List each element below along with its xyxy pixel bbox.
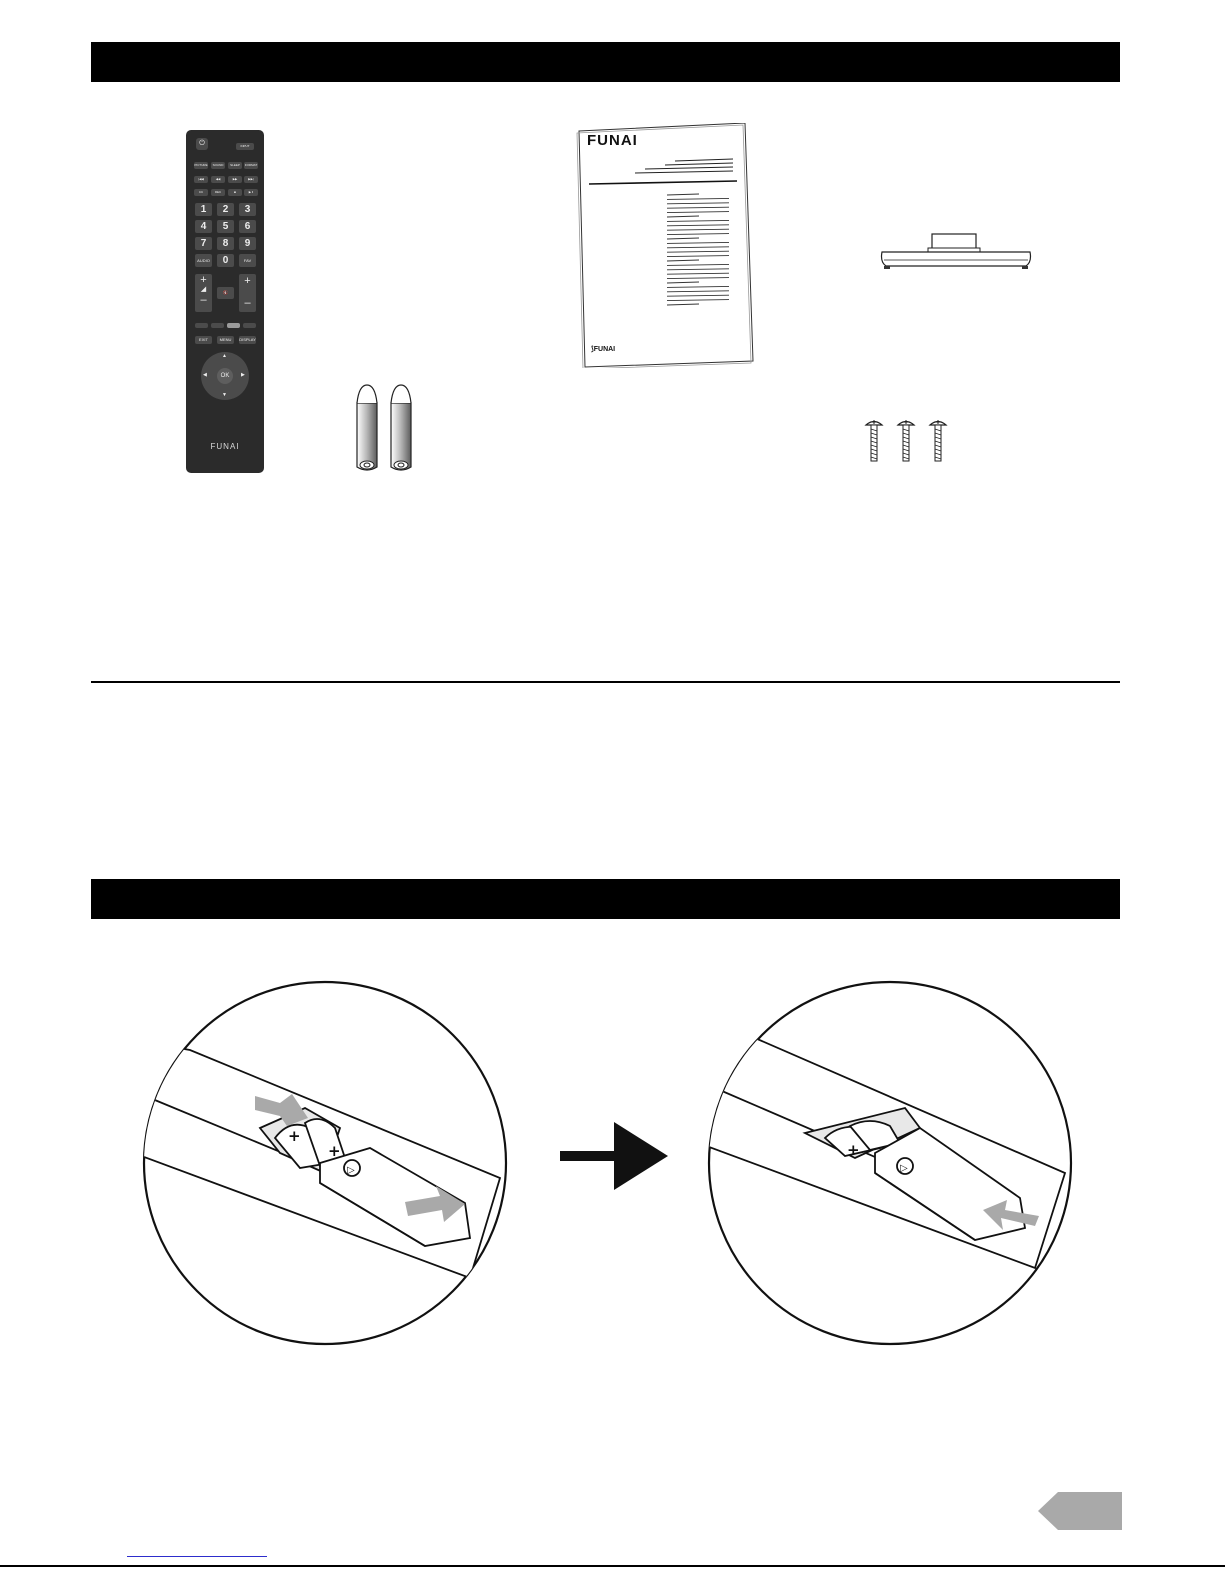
triangle-icon: ▷ bbox=[347, 1165, 355, 1176]
plus-icon: + bbox=[847, 1141, 860, 1159]
section-header-bar-accessories bbox=[91, 42, 1120, 82]
screw-icon bbox=[930, 420, 946, 461]
remote-button: PICTURE bbox=[194, 163, 208, 167]
battery-icon bbox=[391, 385, 411, 470]
color-button-yellow bbox=[227, 323, 240, 328]
menu-button: MENU bbox=[217, 336, 234, 344]
ok-button: OK bbox=[217, 368, 233, 384]
arrow-left-icon: ◀ bbox=[203, 372, 207, 378]
remote-button: CC bbox=[194, 189, 208, 196]
battery-insertion-step-2 bbox=[705, 978, 1075, 1348]
arrow-down-icon: ▼ bbox=[222, 392, 227, 398]
digit-button-3: 3 bbox=[239, 203, 256, 216]
remote-button: ▶▶| bbox=[244, 176, 258, 183]
next-step-arrow-icon bbox=[558, 1120, 670, 1192]
battery-insertion-step-1 bbox=[140, 978, 510, 1348]
remote-button: REC bbox=[211, 189, 225, 196]
volume-icon: ◢ bbox=[200, 286, 207, 293]
color-button-blue bbox=[243, 323, 256, 328]
display-button: DISPLAY bbox=[239, 337, 256, 342]
owners-manual-illustration bbox=[575, 123, 755, 368]
digit-button-2: 2 bbox=[217, 203, 234, 216]
minus-icon: – bbox=[244, 297, 251, 309]
digit-button-7: 7 bbox=[195, 237, 212, 250]
plus-icon: + bbox=[328, 1142, 341, 1160]
section-header-bar-battery bbox=[91, 879, 1120, 919]
remote-button: ▶ ‖ bbox=[244, 189, 258, 196]
funai-logo-icon: ⟆ bbox=[591, 346, 594, 353]
section-divider bbox=[91, 681, 1120, 683]
remote-control-illustration bbox=[186, 130, 264, 473]
battery-icon bbox=[357, 385, 377, 470]
exit-button: EXIT bbox=[195, 336, 212, 344]
screw-icon bbox=[866, 420, 882, 461]
remote-button: ▶▶ bbox=[228, 176, 242, 183]
manual-brand-logo: FUNAI bbox=[587, 132, 638, 149]
remote-button: |◀◀ bbox=[194, 176, 208, 183]
remote-brand-logo: FUNAI bbox=[210, 442, 240, 451]
triangle-icon: ▷ bbox=[900, 1163, 908, 1174]
input-button-label: INPUT bbox=[236, 143, 254, 150]
volume-rocker bbox=[195, 274, 212, 312]
screws-illustration bbox=[862, 419, 954, 467]
plus-icon: + bbox=[288, 1127, 301, 1145]
digit-button-0: 0 bbox=[217, 254, 234, 267]
screw-icon bbox=[898, 420, 914, 461]
remote-button: FORMAT bbox=[244, 163, 258, 167]
digit-button-4: 4 bbox=[195, 220, 212, 233]
manual-page-graphic bbox=[575, 123, 755, 368]
page-number-tab bbox=[1038, 1492, 1122, 1530]
fav-button: FAV bbox=[239, 254, 256, 267]
color-button-green bbox=[211, 323, 224, 328]
mute-icon: 🔇 bbox=[217, 287, 234, 299]
remote-button: ◀◀ bbox=[211, 176, 225, 183]
remote-button: SOUND bbox=[212, 163, 224, 167]
tv-stand-illustration bbox=[876, 232, 1036, 274]
color-button-red bbox=[195, 323, 208, 328]
minus-icon: – bbox=[200, 294, 207, 306]
remote-button: ■ bbox=[228, 189, 242, 196]
digit-button-9: 9 bbox=[239, 237, 256, 250]
digit-button-6: 6 bbox=[239, 220, 256, 233]
aaa-batteries-illustration bbox=[353, 383, 417, 475]
digit-button-8: 8 bbox=[217, 237, 234, 250]
remote-button: SLEEP bbox=[228, 162, 242, 169]
manual-footer-brand: FUNAI bbox=[593, 346, 616, 353]
arrow-up-icon: ▲ bbox=[222, 353, 227, 359]
plus-icon: + bbox=[200, 274, 207, 286]
audio-button: AUDIO bbox=[195, 254, 212, 267]
plus-icon: + bbox=[244, 275, 251, 287]
digit-button-5: 5 bbox=[217, 220, 234, 233]
digit-button-1: 1 bbox=[195, 203, 212, 216]
power-icon: ⏻ bbox=[196, 138, 208, 150]
footer-rule bbox=[0, 1565, 1225, 1567]
arrow-right-icon: ▶ bbox=[241, 372, 245, 378]
footer-link-underline bbox=[127, 1556, 267, 1557]
channel-rocker bbox=[239, 274, 256, 312]
dpad-ring bbox=[201, 352, 249, 400]
manual-footer-logo bbox=[591, 345, 615, 353]
